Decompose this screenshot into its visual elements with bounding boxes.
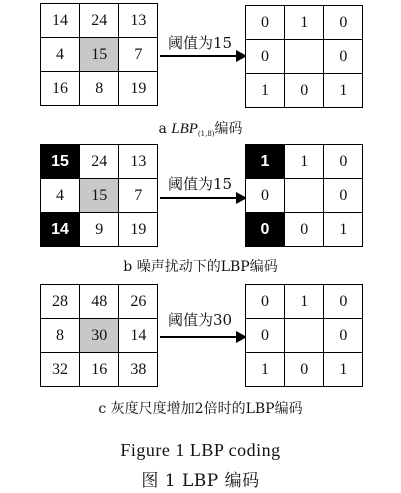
panel-b-threshold-label: 阈值为15 bbox=[168, 175, 233, 193]
panel-b-output-grid bbox=[245, 144, 363, 247]
binary-cell-7: 0 bbox=[285, 213, 323, 246]
panel-a-caption-sub: (1,8) bbox=[197, 130, 215, 138]
binary-cell-0: 0 bbox=[246, 285, 284, 318]
pixel-cell-4: 15 bbox=[80, 38, 118, 71]
pixel-cell-2: 26 bbox=[119, 285, 157, 318]
binary-cell-4 bbox=[285, 319, 323, 352]
figure-caption-chinese: 图 1 LBP 编码 bbox=[141, 471, 260, 491]
pixel-cell-7: 16 bbox=[80, 353, 118, 386]
binary-cell-6: 0 bbox=[246, 213, 284, 246]
pixel-cell-5: 14 bbox=[119, 319, 157, 352]
binary-cell-3: 0 bbox=[246, 179, 284, 212]
binary-cell-7: 0 bbox=[285, 353, 323, 386]
pixel-cell-8: 19 bbox=[119, 72, 157, 105]
binary-cell-1: 1 bbox=[285, 285, 323, 318]
pixel-cell-1: 48 bbox=[80, 285, 118, 318]
binary-cell-7: 0 bbox=[285, 74, 323, 107]
pixel-cell-0: 14 bbox=[41, 4, 79, 37]
binary-cell-2: 0 bbox=[324, 145, 362, 178]
pixel-cell-7: 8 bbox=[80, 72, 118, 105]
binary-cell-6: 1 bbox=[246, 353, 284, 386]
binary-cell-1: 1 bbox=[285, 145, 323, 178]
panel-b-caption: b 噪声扰动下的LBP编码 bbox=[123, 259, 278, 275]
pixel-cell-8: 38 bbox=[119, 353, 157, 386]
binary-cell-6: 1 bbox=[246, 74, 284, 107]
binary-cell-1: 1 bbox=[285, 6, 323, 39]
binary-cell-0: 1 bbox=[246, 145, 284, 178]
panel-c-output-grid bbox=[245, 284, 363, 387]
panel-c-input-grid bbox=[40, 284, 158, 387]
panel-b-input-grid bbox=[40, 144, 158, 247]
panel-a-arrow bbox=[160, 55, 238, 57]
binary-cell-5: 0 bbox=[324, 40, 362, 73]
panel-b-arrow bbox=[160, 197, 238, 199]
panel-a-threshold-label: 阈值为15 bbox=[168, 34, 233, 52]
pixel-cell-4: 30 bbox=[80, 319, 118, 352]
pixel-cell-6: 16 bbox=[41, 72, 79, 105]
panel-c-caption: c 灰度尺度增加2倍时的LBP编码 bbox=[98, 401, 303, 417]
binary-cell-2: 0 bbox=[324, 285, 362, 318]
pixel-cell-5: 7 bbox=[119, 179, 157, 212]
pixel-cell-4: 15 bbox=[80, 179, 118, 212]
pixel-cell-1: 24 bbox=[80, 145, 118, 178]
binary-cell-5: 0 bbox=[324, 179, 362, 212]
panel-a-caption-prefix: a bbox=[158, 121, 172, 137]
binary-cell-8: 1 bbox=[324, 213, 362, 246]
binary-cell-4 bbox=[285, 40, 323, 73]
pixel-cell-8: 19 bbox=[119, 213, 157, 246]
panel-a-output-grid bbox=[245, 5, 363, 108]
pixel-cell-3: 4 bbox=[41, 179, 79, 212]
pixel-cell-3: 8 bbox=[41, 319, 79, 352]
pixel-cell-0: 15 bbox=[41, 145, 79, 178]
binary-cell-4 bbox=[285, 179, 323, 212]
pixel-cell-7: 9 bbox=[80, 213, 118, 246]
pixel-cell-6: 14 bbox=[41, 213, 79, 246]
panel-c-threshold-label: 阈值为30 bbox=[168, 311, 233, 329]
figure-caption-english: Figure 1 LBP coding bbox=[120, 440, 281, 460]
binary-cell-2: 0 bbox=[324, 6, 362, 39]
panel-a-input-grid bbox=[40, 3, 158, 106]
pixel-cell-5: 7 bbox=[119, 38, 157, 71]
pixel-cell-1: 24 bbox=[80, 4, 118, 37]
pixel-cell-6: 32 bbox=[41, 353, 79, 386]
binary-cell-8: 1 bbox=[324, 74, 362, 107]
binary-cell-3: 0 bbox=[246, 319, 284, 352]
panel-a-caption-italic: LBP bbox=[171, 121, 198, 137]
pixel-cell-0: 28 bbox=[41, 285, 79, 318]
binary-cell-3: 0 bbox=[246, 40, 284, 73]
pixel-cell-2: 13 bbox=[119, 145, 157, 178]
pixel-cell-3: 4 bbox=[41, 38, 79, 71]
binary-cell-5: 0 bbox=[324, 319, 362, 352]
binary-cell-0: 0 bbox=[246, 6, 284, 39]
pixel-cell-2: 13 bbox=[119, 4, 157, 37]
panel-a-caption bbox=[0, 118, 401, 138]
panel-c-arrow bbox=[160, 336, 238, 338]
panel-a-caption-suffix: 编码 bbox=[214, 121, 243, 137]
binary-cell-8: 1 bbox=[324, 353, 362, 386]
